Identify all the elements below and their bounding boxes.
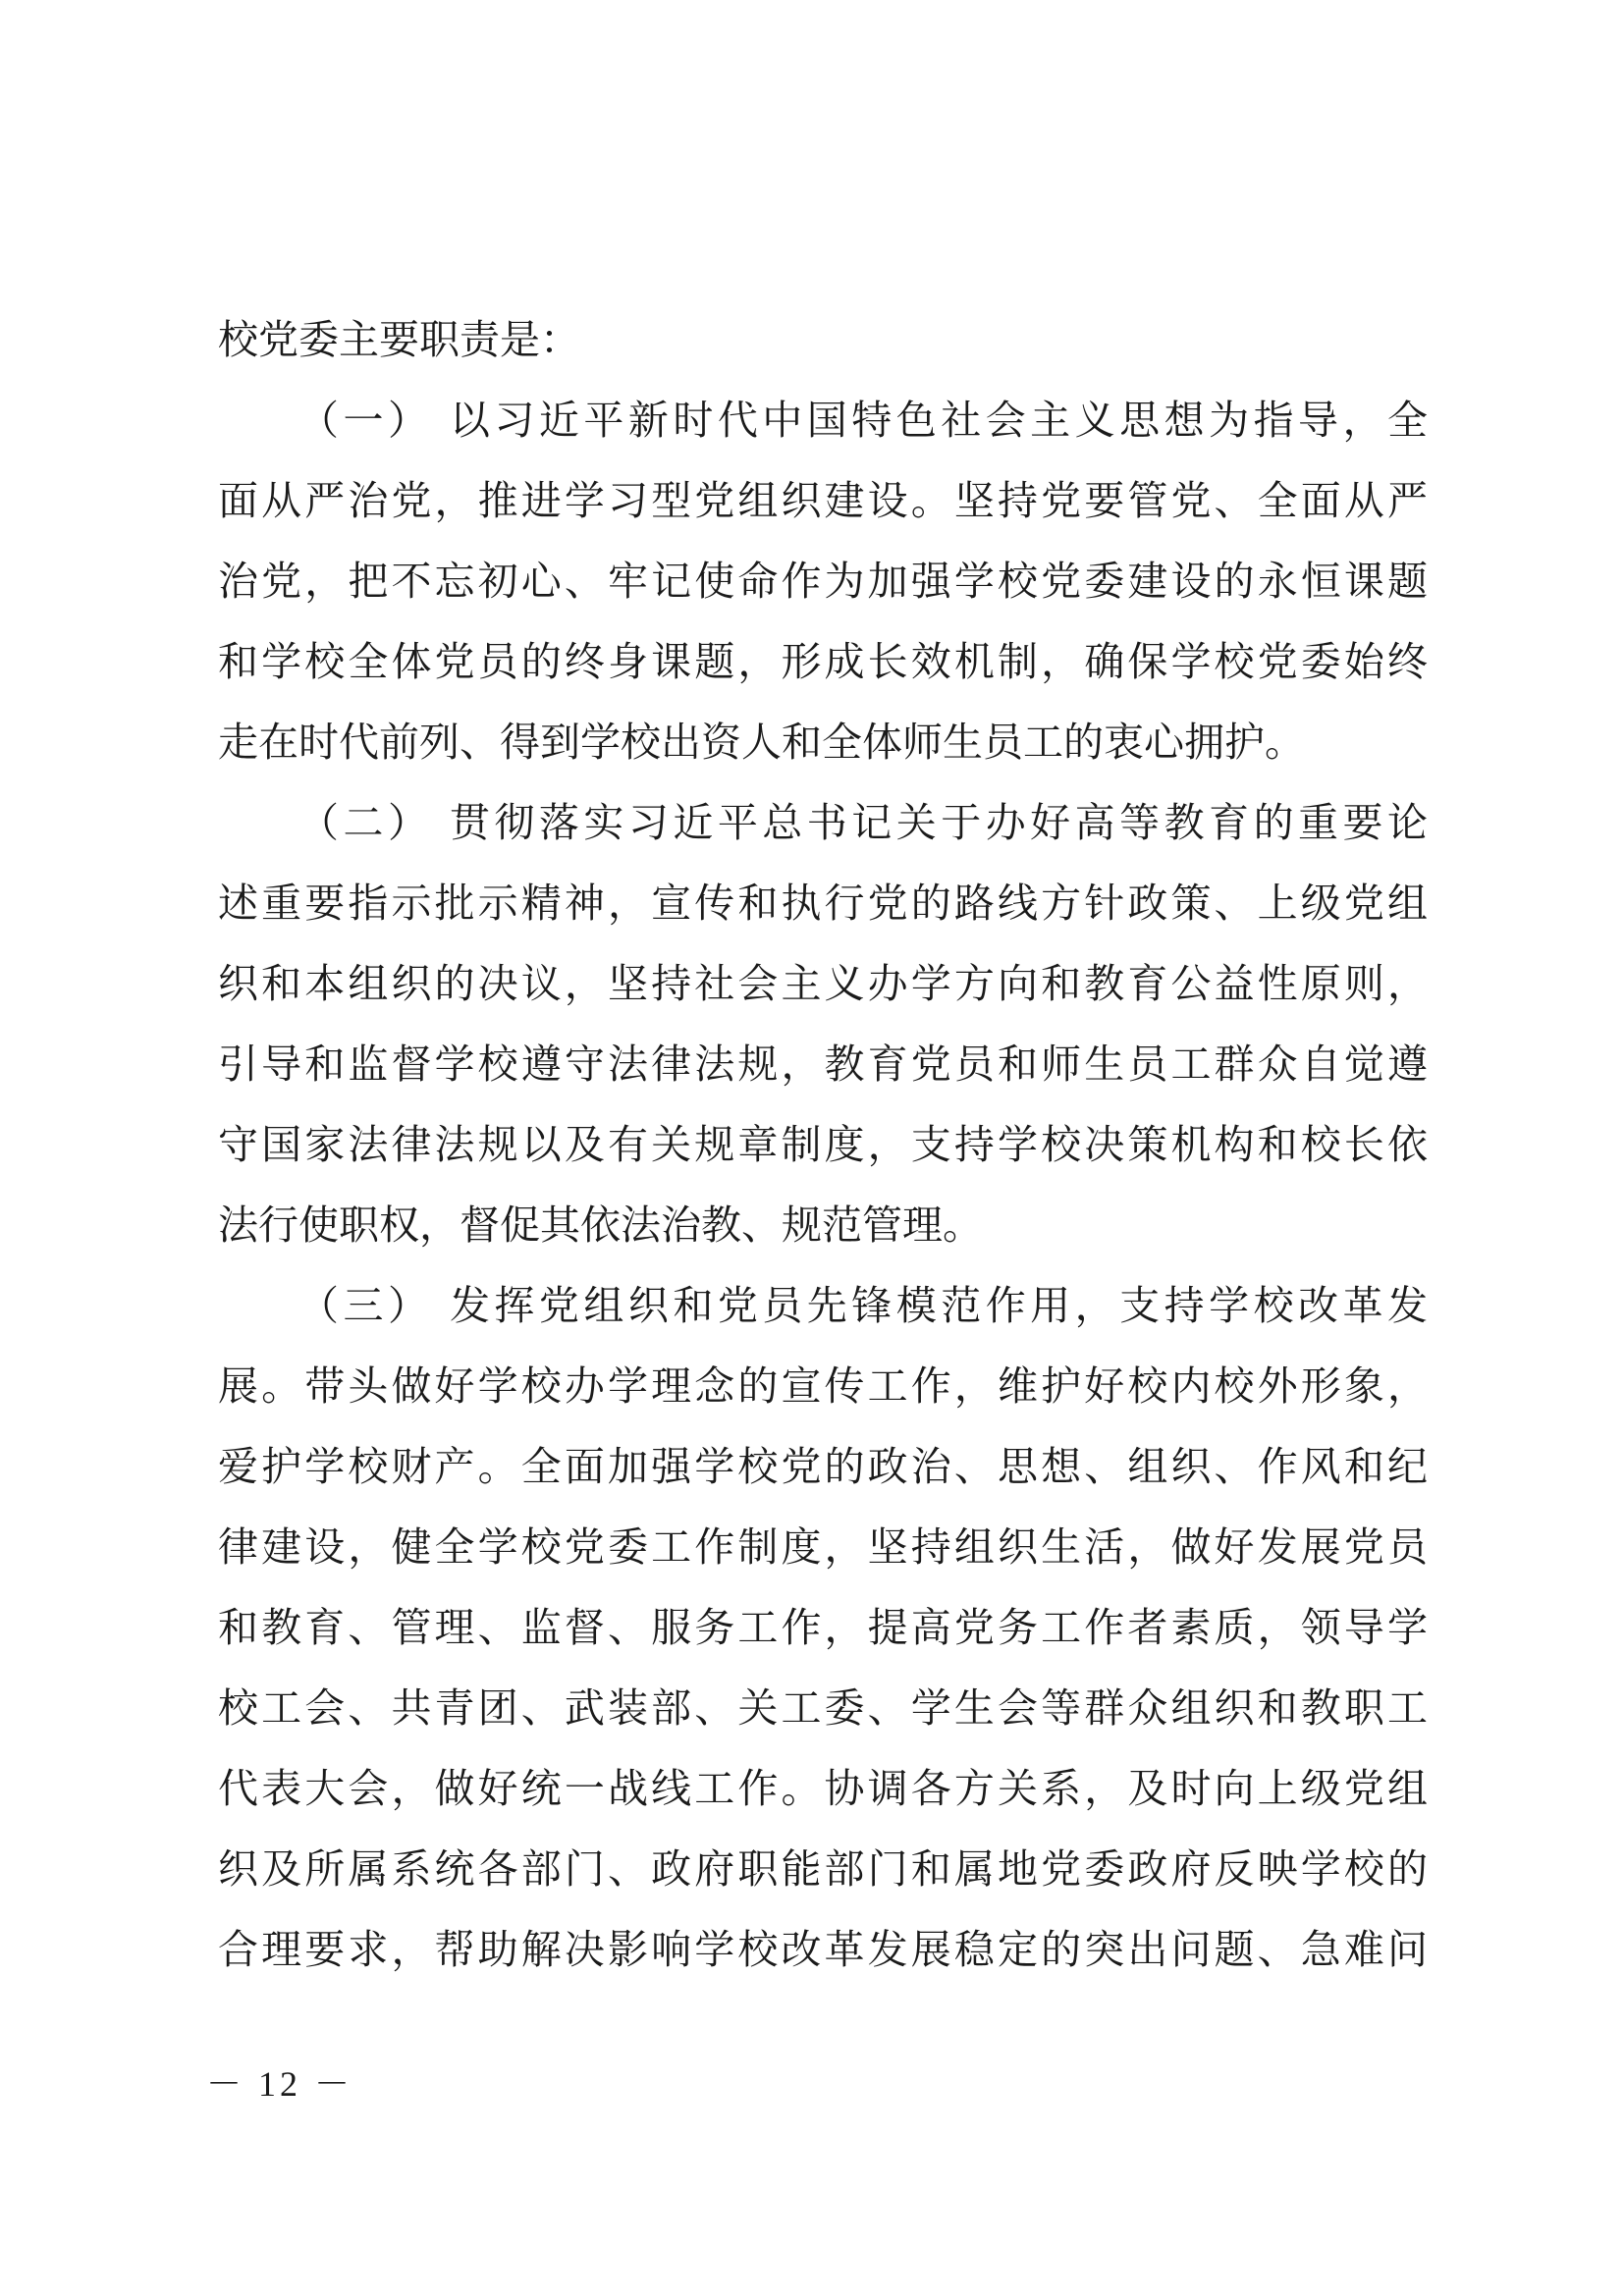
text-line: 法行使职权，督促其依法治教、规范管理。 — [218, 1201, 983, 1249]
text-line: 引导和监督学校遵守法律法规，教育党员和师生员工群众自觉遵 — [218, 1041, 1428, 1088]
text-line: 面从严治党，推进学习型党组织建设。坚持党要管党、全面从严 — [218, 477, 1428, 524]
text-line: 校工会、共青团、武装部、关工委、学生会等群众组织和教职工 — [218, 1684, 1428, 1732]
text-line: （二） 贯彻落实习近平总书记关于办好高等教育的重要论 — [298, 799, 1428, 846]
text-line: 走在时代前列、得到学校出资人和全体师生员工的衷心拥护。 — [218, 719, 1305, 766]
text-line: 和教育、管理、监督、服务工作，提高党务工作者素质，领导学 — [218, 1604, 1428, 1651]
page-number: － 12 － — [206, 2064, 354, 2104]
text-line: 和学校全体党员的终身课题，形成长效机制，确保学校党委始终 — [218, 638, 1428, 685]
text-line: （三） 发挥党组织和党员先锋模范作用，支持学校改革发 — [298, 1282, 1428, 1329]
text-line: 律建设，健全学校党委工作制度，坚持组织生活，做好发展党员 — [218, 1523, 1428, 1571]
text-line: 织和本组织的决议，坚持社会主义办学方向和教育公益性原则， — [218, 960, 1428, 1007]
text-line: 织及所属系统各部门、政府职能部门和属地党委政府反映学校的 — [218, 1845, 1428, 1893]
text-line: 合理要求，帮助解决影响学校改革发展稳定的突出问题、急难问 — [218, 1926, 1428, 1973]
text-line: 述重要指示批示精神，宣传和执行党的路线方针政策、上级党组 — [218, 880, 1428, 927]
body-text — [218, 299, 1428, 1990]
text-line: 校党委主要职责是： — [218, 316, 580, 363]
text-line: 治党，把不忘初心、牢记使命作为加强学校党委建设的永恒课题 — [218, 558, 1428, 605]
text-line: 代表大会，做好统一战线工作。协调各方关系，及时向上级党组 — [218, 1765, 1428, 1812]
text-line: （一） 以习近平新时代中国特色社会主义思想为指导，全 — [298, 397, 1428, 444]
text-line: 守国家法律法规以及有关规章制度，支持学校决策机构和校长依 — [218, 1121, 1428, 1168]
text-line: 爱护学校财产。全面加强学校党的政治、思想、组织、作风和纪 — [218, 1443, 1428, 1490]
text-line: 展。带头做好学校办学理念的宣传工作，维护好校内校外形象， — [218, 1362, 1428, 1410]
